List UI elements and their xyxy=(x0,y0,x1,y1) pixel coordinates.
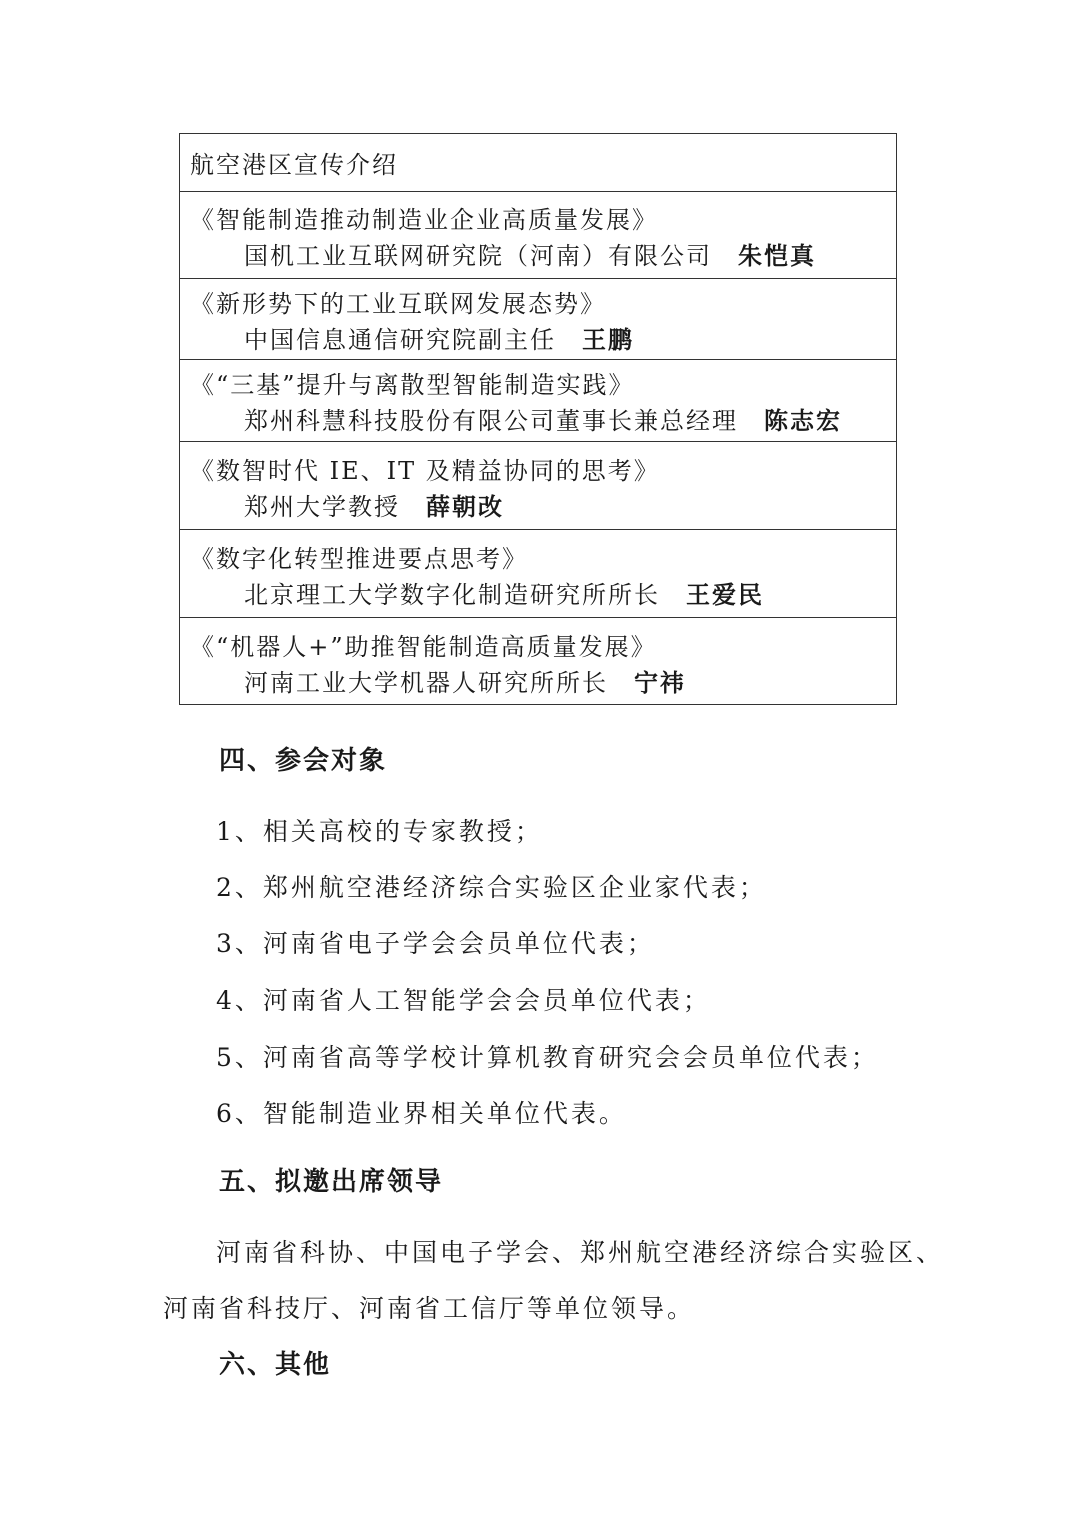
speaker-name: 薛朝改 xyxy=(426,492,504,521)
speaker-name: 王鹏 xyxy=(582,325,634,354)
talk-title: 《数字化转型推进要点思考》 xyxy=(190,545,528,573)
agenda-row xyxy=(180,529,896,617)
speaker-name: 王爱民 xyxy=(686,580,764,609)
talk-speaker-line xyxy=(190,406,896,436)
agenda-row xyxy=(180,617,896,704)
paragraph-line: 河南省科技厅、河南省工信厅等单位领导。 xyxy=(163,1294,696,1323)
agenda-row xyxy=(180,191,896,278)
list-item: 5、河南省高等学校计算机教育研究会会员单位代表； xyxy=(216,1043,879,1072)
speaker-affiliation: 郑州科慧科技股份有限公司董事长兼总经理 xyxy=(244,407,738,435)
talk-title: 《数智时代 IE、IT 及精益协同的思考》 xyxy=(190,457,660,485)
talk-speaker-line xyxy=(190,580,896,610)
speaker-affiliation: 北京理工大学数字化制造研究所所长 xyxy=(244,581,660,609)
talk-speaker-line xyxy=(190,492,896,522)
speaker-name: 陈志宏 xyxy=(764,406,842,435)
list-item: 6、智能制造业界相关单位代表。 xyxy=(216,1099,627,1128)
talk-title: 《新形势下的工业互联网发展态势》 xyxy=(190,290,606,318)
agenda-row-intro xyxy=(180,134,896,191)
speaker-affiliation: 郑州大学教授 xyxy=(244,493,400,521)
speaker-affiliation: 国机工业互联网研究院（河南）有限公司 xyxy=(244,242,712,270)
speaker-name: 朱恺真 xyxy=(738,241,816,270)
talk-speaker-line xyxy=(190,241,896,271)
section-heading-invited-leaders: 五、拟邀出席领导 xyxy=(219,1167,444,1197)
agenda-table xyxy=(179,133,897,705)
section-heading-other: 六、其他 xyxy=(219,1350,332,1380)
talk-title: 《智能制造推动制造业企业高质量发展》 xyxy=(190,206,658,234)
agenda-row xyxy=(180,441,896,529)
list-item: 2、郑州航空港经济综合实验区企业家代表； xyxy=(216,873,767,902)
agenda-row xyxy=(180,359,896,441)
intro-text: 航空港区宣传介绍 xyxy=(190,151,398,179)
talk-title: 《“机器人+”助推智能制造高质量发展》 xyxy=(190,633,657,661)
talk-speaker-line xyxy=(190,668,896,698)
talk-title: 《“三基”提升与离散型智能制造实践》 xyxy=(190,371,635,399)
list-item: 1、相关高校的专家教授； xyxy=(216,817,543,846)
section-heading-attendees: 四、参会对象 xyxy=(219,746,388,776)
agenda-row xyxy=(180,278,896,359)
speaker-name: 宁祎 xyxy=(634,668,686,697)
speaker-affiliation: 河南工业大学机器人研究所所长 xyxy=(244,669,608,697)
list-item: 4、河南省人工智能学会会员单位代表； xyxy=(216,986,711,1015)
paragraph-line: 河南省科协、中国电子学会、郑州航空港经济综合实验区、 xyxy=(216,1238,945,1267)
speaker-affiliation: 中国信息通信研究院副主任 xyxy=(244,326,556,354)
list-item: 3、河南省电子学会会员单位代表； xyxy=(216,929,655,958)
talk-speaker-line xyxy=(190,325,896,355)
